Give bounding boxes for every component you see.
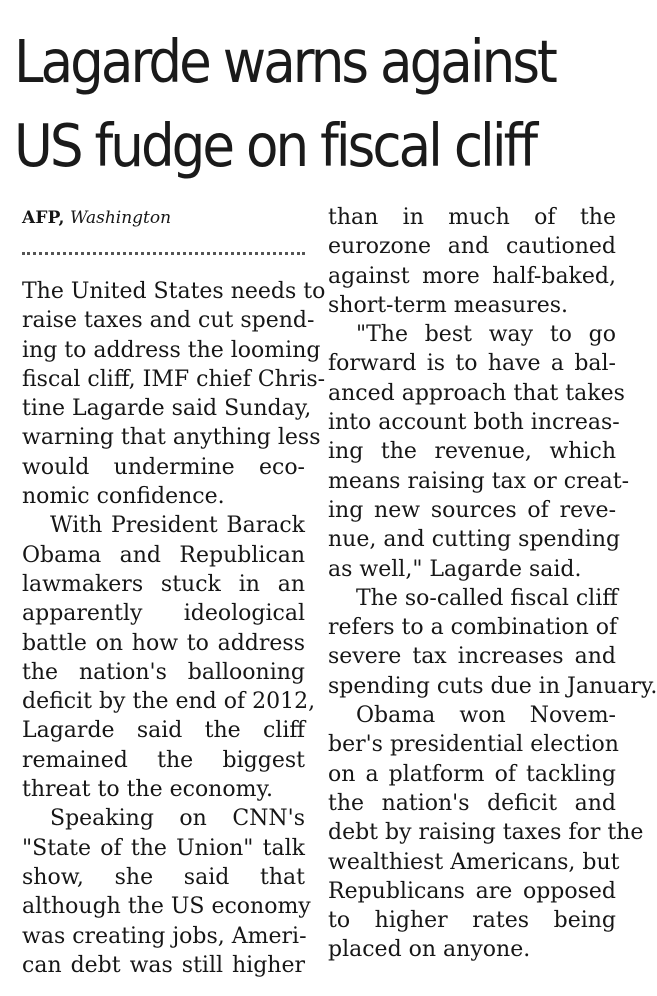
text-line: severe tax increases and: [328, 644, 616, 670]
text-line: With President Barack: [50, 513, 305, 539]
text-line: threat to the economy.: [22, 777, 273, 803]
right-column-body: [328, 203, 657, 965]
text-line: lawmakers stuck in an: [22, 571, 305, 597]
text-line: wealthiest Americans, but: [328, 849, 620, 875]
text-line: warning that anything less: [22, 425, 321, 451]
text-line: Republicans are opposed: [328, 878, 616, 904]
text-line: nue, and cutting spending: [328, 527, 621, 553]
text-line: on a platform of tackling: [328, 761, 616, 787]
text-line: although the US economy: [22, 894, 311, 920]
text-line: fiscal cliff, IMF chief Chris-: [22, 366, 326, 392]
dotted-divider: [22, 252, 305, 277]
text-line: was creating jobs, Ameri-: [22, 923, 307, 949]
text-line: The so-called fiscal cliff: [356, 585, 618, 611]
article-column-left: [22, 206, 326, 980]
text-line: tine Lagarde said Sunday,: [22, 396, 312, 422]
text-line: eurozone and cautioned: [328, 234, 616, 260]
text-line: debt by raising taxes for the: [328, 820, 644, 846]
text-line: The United States needs to: [22, 279, 326, 304]
headline-line-2: US fudge on fiscal cliff: [14, 111, 536, 180]
text-line: nomic confidence.: [22, 484, 225, 510]
text-line: means raising tax or creat-: [328, 468, 630, 494]
text-line: the nation's ballooning: [22, 659, 305, 685]
text-line: against more half-baked,: [328, 263, 616, 289]
text-line: placed on anyone.: [328, 937, 531, 963]
text-line: forward is to have a bal-: [328, 351, 616, 377]
paragraph: [22, 277, 326, 511]
paragraph: [22, 804, 311, 980]
text-line: "The best way to go: [356, 322, 616, 348]
text-line: ing new sources of reve-: [328, 497, 616, 523]
text-line: spending cuts due in January.: [328, 673, 657, 699]
headline: [14, 20, 568, 188]
text-line: to higher rates being: [328, 908, 616, 934]
text-line: anced approach that takes: [328, 380, 625, 406]
text-line: than in much of the: [328, 205, 616, 230]
paragraph: [328, 203, 616, 320]
text-line: remained the biggest: [22, 747, 305, 773]
text-line: show, she said that: [22, 864, 305, 890]
paragraph: [22, 511, 316, 804]
text-line: refers to a combination of: [328, 615, 618, 641]
text-line: Obama won Novem-: [356, 703, 616, 729]
text-line: can debt was still higher: [22, 952, 305, 978]
text-line: the nation's deficit and: [328, 790, 616, 816]
paragraph: [328, 701, 644, 965]
text-line: raise taxes and cut spend-: [22, 308, 315, 334]
article-column-right: [328, 203, 657, 965]
byline-place: Washington: [69, 208, 172, 228]
text-line: short-term measures.: [328, 292, 569, 318]
text-line: as well," Lagarde said.: [328, 556, 582, 582]
text-line: would undermine eco-: [22, 454, 305, 480]
text-line: into account both increas-: [328, 410, 620, 436]
paragraph: [328, 320, 630, 584]
text-line: Lagarde said the cliff: [22, 718, 305, 744]
text-line: deficit by the end of 2012,: [22, 689, 316, 715]
byline: [22, 206, 305, 232]
left-column-body: [22, 277, 326, 980]
text-line: ing to address the looming: [22, 337, 321, 363]
text-line: ing the revenue, which: [328, 439, 616, 465]
headline-line-1: Lagarde warns against: [14, 27, 555, 96]
paragraph: [328, 584, 657, 701]
text-line: apparently ideological: [22, 601, 305, 627]
text-line: ber's presidential election: [328, 732, 619, 758]
text-line: battle on how to address: [22, 630, 305, 656]
byline-agency: AFP,: [22, 208, 65, 228]
text-line: Obama and Republican: [22, 542, 305, 568]
text-line: Speaking on CNN's: [50, 806, 305, 832]
text-line: "State of the Union" talk: [22, 835, 305, 861]
